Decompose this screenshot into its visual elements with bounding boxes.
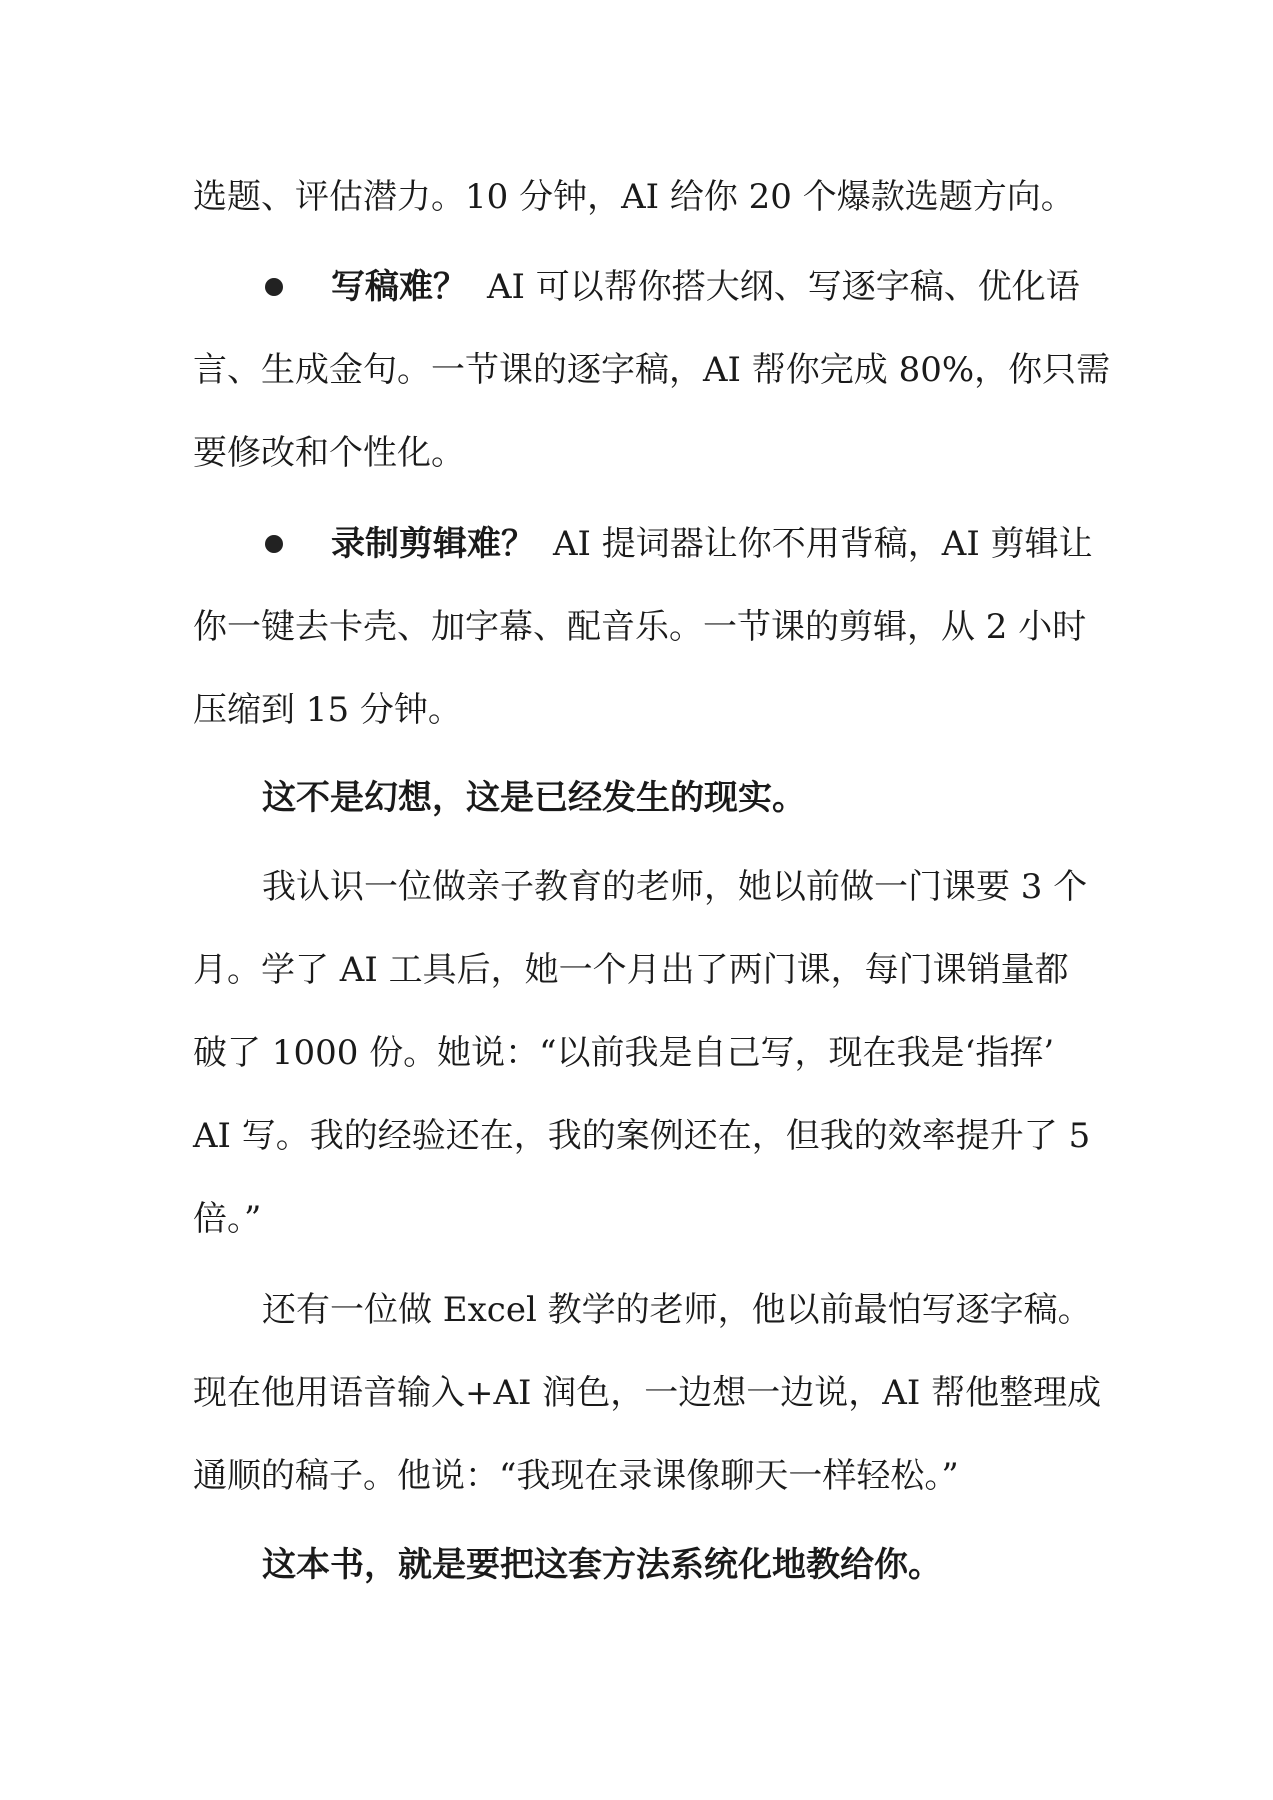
bullet-label: 录制剪辑难？ — [331, 524, 535, 564]
text-line: 我认识一位做亲子教育的老师，她以前做一门课要 3 个 — [262, 867, 1088, 907]
paragraph-line — [0, 945, 1273, 995]
text-line: 压缩到 15 分钟。 — [193, 690, 462, 730]
paragraph-line — [0, 1194, 1273, 1244]
paragraph-line — [0, 172, 1273, 222]
text-line: AI 提词器让你不用背稿，AI 剪辑让 — [553, 524, 1093, 564]
paragraph-line — [0, 1368, 1273, 1418]
paragraph-line — [0, 1111, 1273, 1161]
paragraph-line — [0, 685, 1273, 735]
bullet-icon — [265, 535, 283, 553]
bold-statement — [0, 1540, 1273, 1590]
paragraph-line — [0, 345, 1273, 395]
text-line: 要修改和个性化。 — [193, 433, 465, 473]
bullet-label: 写稿难？ — [331, 267, 467, 307]
text-line: 通顺的稿子。他说：“我现在录课像聊天一样轻松。” — [193, 1456, 959, 1496]
bold-statement — [0, 773, 1273, 823]
text-line: 现在他用语音输入+AI 润色，一边想一边说，AI 帮他整理成 — [193, 1373, 1102, 1413]
text-line: 选题、评估潜力。10 分钟，AI 给你 20 个爆款选题方向。 — [193, 177, 1075, 217]
paragraph-line — [0, 1451, 1273, 1501]
paragraph-line — [0, 428, 1273, 478]
text-line: AI 可以帮你搭大纲、写逐字稿、优化语 — [487, 267, 1080, 307]
text-line: 言、生成金句。一节课的逐字稿，AI 帮你完成 80%，你只需 — [193, 350, 1111, 390]
bullet-item-recording — [0, 519, 1273, 569]
bullet-icon — [265, 278, 283, 296]
text-line: 月。学了 AI 工具后，她一个月出了两门课，每门课销量都 — [193, 950, 1069, 990]
bullet-item-writing — [0, 262, 1273, 312]
paragraph-line — [0, 1285, 1273, 1335]
paragraph-line — [0, 1028, 1273, 1078]
text-line: 你一键去卡壳、加字幕、配音乐。一节课的剪辑，从 2 小时 — [193, 607, 1087, 647]
text-line: 这本书，就是要把这套方法系统化地教给你。 — [262, 1545, 942, 1585]
text-line: 这不是幻想，这是已经发生的现实。 — [262, 778, 806, 818]
paragraph-line — [0, 862, 1273, 912]
text-line: 还有一位做 Excel 教学的老师，他以前最怕写逐字稿。 — [262, 1290, 1092, 1330]
paragraph-line — [0, 602, 1273, 652]
text-line: AI 写。我的经验还在，我的案例还在，但我的效率提升了 5 — [193, 1116, 1091, 1156]
text-line: 倍。” — [193, 1199, 262, 1239]
text-line: 破了 1000 份。她说：“以前我是自己写，现在我是‘指挥’ — [193, 1033, 1055, 1073]
